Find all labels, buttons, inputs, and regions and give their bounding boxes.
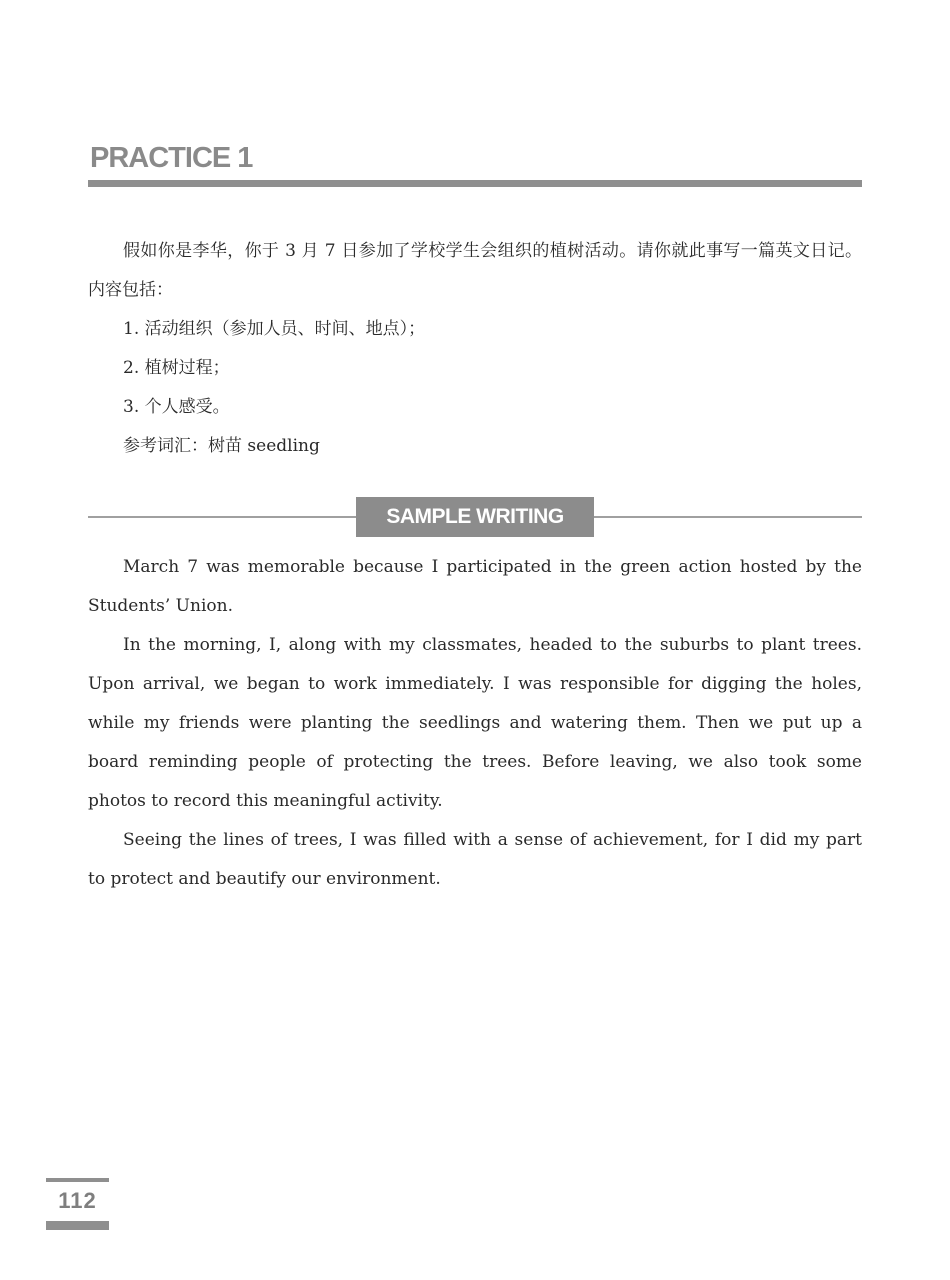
sample-writing-label: SAMPLE WRITING bbox=[356, 497, 594, 537]
title-underline bbox=[88, 180, 862, 187]
page-number-rule-bottom bbox=[46, 1221, 109, 1230]
task-vocab: 参考词汇：树苗 seedling bbox=[123, 436, 320, 456]
sample-writing-banner bbox=[88, 497, 862, 537]
sample-writing-body bbox=[88, 548, 862, 899]
sample-paragraph-2: In the morning, I, along with my classmates, headed to the suburbs to plant trees. Upon arrival, we began to work immediately. I was responsible for digging the holes, while my friends were planting the seedlings and watering them. Then we put up a board reminding people of protecting the trees. Before leaving, we also took some photos to record this meaningful activity. bbox=[88, 635, 862, 811]
page-number: 112 bbox=[58, 1188, 97, 1213]
task-item-3: 3. 个人感受。 bbox=[123, 397, 230, 417]
task-intro: 假如你是李华，你于 3 月 7 日参加了学校学生会组织的植树活动。请你就此事写一篇英文日记。内容包括： bbox=[88, 241, 862, 300]
task-item-1: 1. 活动组织（参加人员、时间、地点）； bbox=[123, 319, 426, 339]
task-prompt bbox=[88, 232, 862, 466]
task-item-2: 2. 植树过程； bbox=[123, 358, 230, 378]
sample-paragraph-3: Seeing the lines of trees, I was filled with a sense of achievement, for I did my part to protect and beautify our environment. bbox=[88, 830, 862, 889]
sample-paragraph-1: March 7 was memorable because I participated in the green action hosted by the Students’ Union. bbox=[88, 557, 862, 616]
page-title: PRACTICE 1 bbox=[90, 142, 253, 174]
page-number-rule-top bbox=[46, 1178, 109, 1182]
page-number-block bbox=[46, 1178, 109, 1230]
